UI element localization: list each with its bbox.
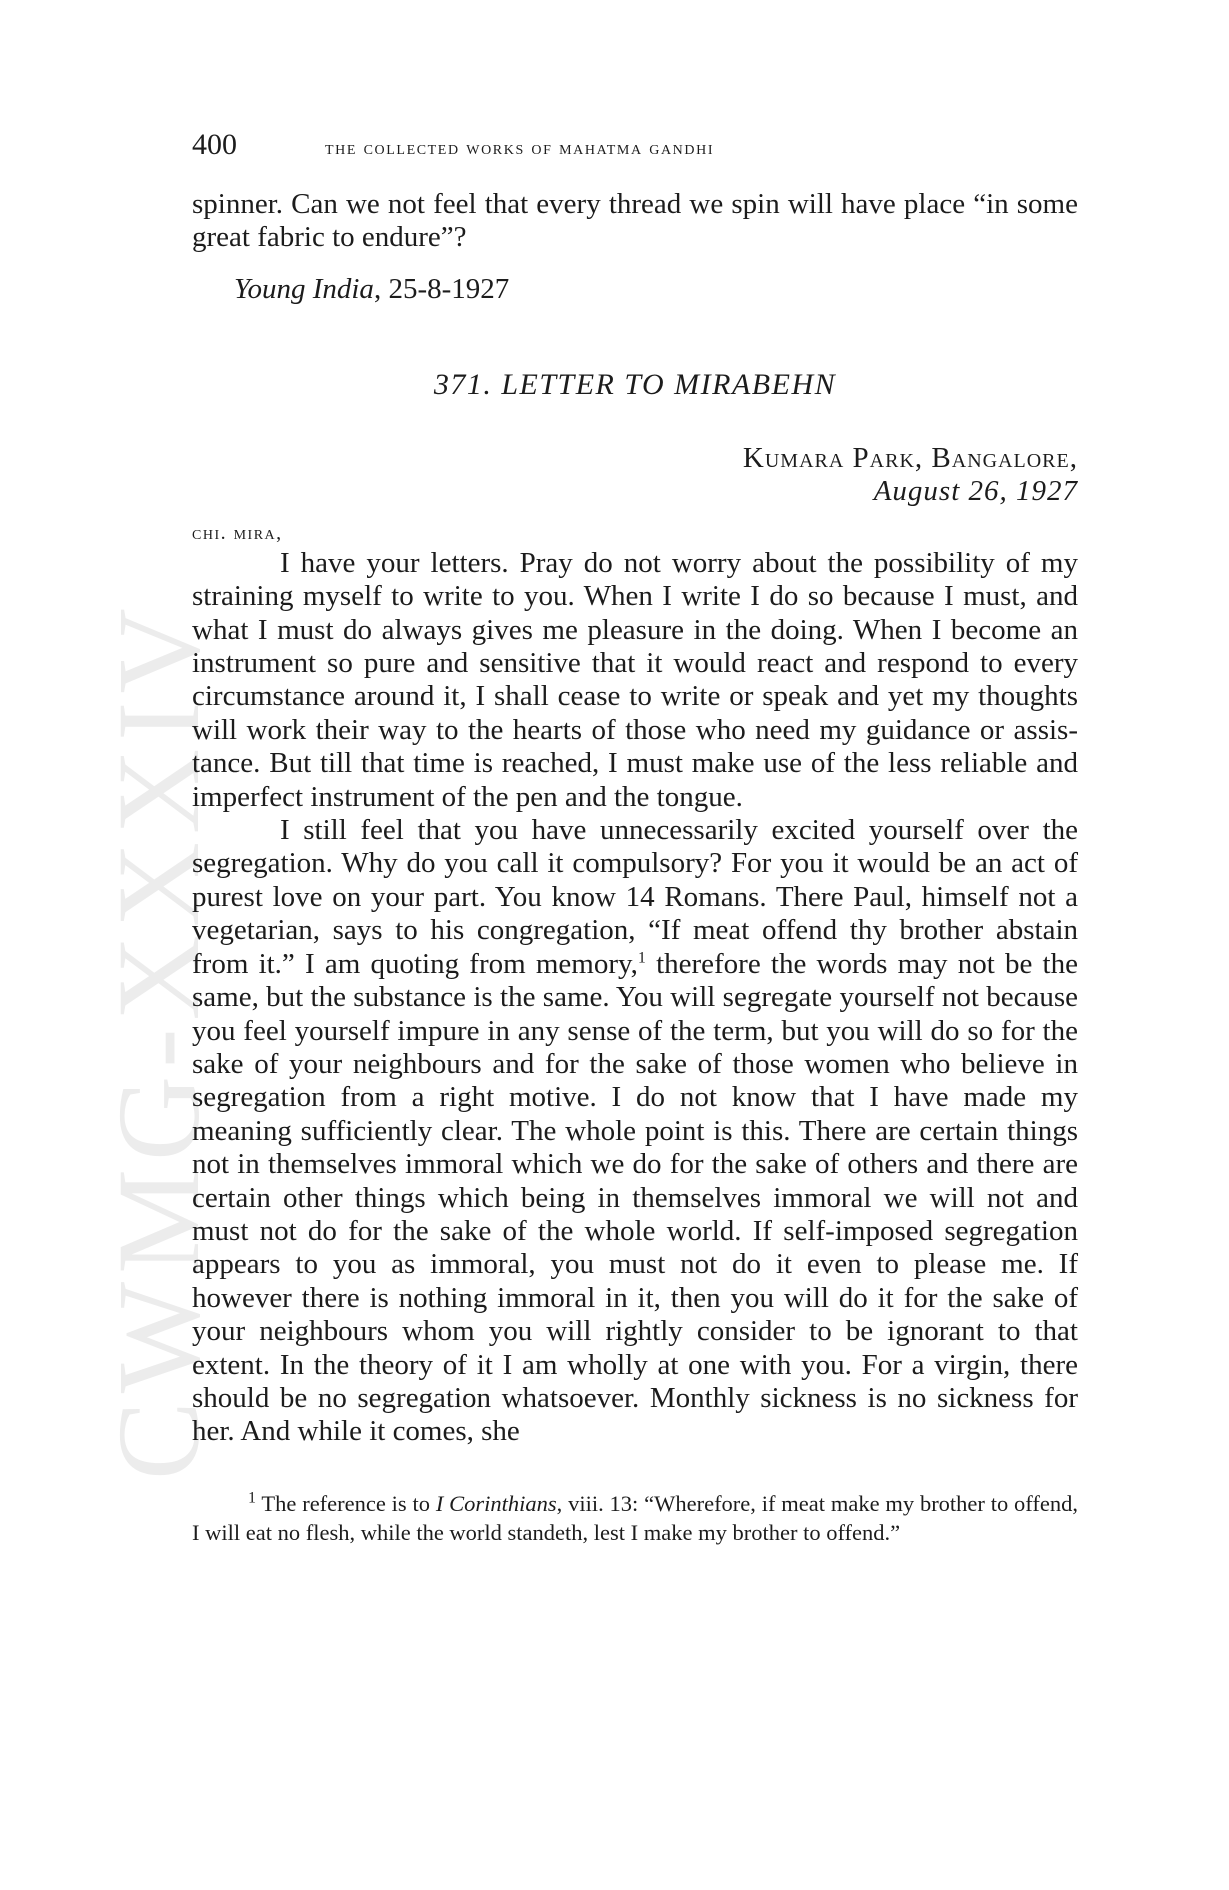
footnote-number: 1 — [248, 1489, 256, 1507]
letter-paragraph-2-part-b: therefore the words may not be the same, but the substance is the same. You will segregate yourself not because you feel yourself impure in any sense of the term, but you will do so for the sake of your neighbours and for the sake of those women who believe in segregation from a right motive. I do not know that I have made my meaning sufficiently clear. The whole point is this. There are certain things not in themselves immoral which we do for the sake of others and there are certain other things which being in themselves immoral we will not and must not do for the sake of the whole world. If self-imposed segregation appears to you as immoral, you must not do it even to please me. If however there is nothing immoral in it, then you will do it for the sake of your neighbours whom you will rightly consider to be ignorant to that extent. In the theory of it I am wholly at one with you. For a virgin, there should be no segregation whatsoever. Monthly sickness is no sickness for her. And while it comes, she — [192, 947, 1078, 1448]
footnote-work-title: I Corinthians — [435, 1490, 557, 1516]
letter-salutation: chi. mira, — [192, 521, 283, 544]
footnote-text-before: The reference is to — [256, 1490, 436, 1516]
letter-date: August 26, 1927 — [873, 474, 1078, 507]
footnote-reference: 1 — [637, 949, 646, 967]
source-date: , 25-8-1927 — [373, 272, 510, 305]
footnote-text-after: , viii. 13: “Wherefore, if meat make my brother to offend, I will eat no flesh, while the world standeth, lest I make my brother to offend.” — [192, 1490, 1078, 1545]
running-head: the collected works of mahatma gandhi — [325, 137, 715, 159]
letter-paragraph-2-part-a: I still feel that you have unnecessarily excited yourself over the segregation. Why do you call it compulsory? For you it would be an act of purest love on your part. You know 14 Romans. There Paul, himself not a vegetarian, says to his congregation, “If meat offend thy brother abstain from it.” I am quoting from memory, — [192, 814, 1078, 980]
letter-paragraph-1: I have your letters. Pray do not worry about the possibility of my straining myself to write to you. When I write I do so because I must, and what I must do always gives me pleasure in the doing. When I become an instrument so pure and sensitive that it would react and respond to every circumstance around it, I shall cease to write or speak and yet my thoughts will work their way to the hearts of those who need my guidance or assistance. But till that time is reached, I must make use of the less reliable and imperfect instrument of the pen and the tongue. — [192, 546, 1078, 813]
source-publication: Young India — [234, 272, 374, 305]
source-citation — [192, 273, 1078, 306]
page-header — [192, 128, 1078, 162]
letter-place: Kumara Park, Bangalore, — [742, 441, 1078, 474]
footnote — [192, 1489, 1078, 1547]
continuation-paragraph: spinner. Can we not feel that every thread we spin will have place “in some great fabric to endure”? — [192, 188, 1078, 254]
letter-paragraph-2 — [192, 814, 1078, 1449]
svg-text:CWMG-XXXIV: CWMG-XXXIV — [93, 600, 224, 1480]
page-number: 400 — [192, 128, 237, 161]
page-content — [192, 128, 1078, 1547]
letter-heading: 371. LETTER TO MIRABEHN — [433, 367, 837, 401]
